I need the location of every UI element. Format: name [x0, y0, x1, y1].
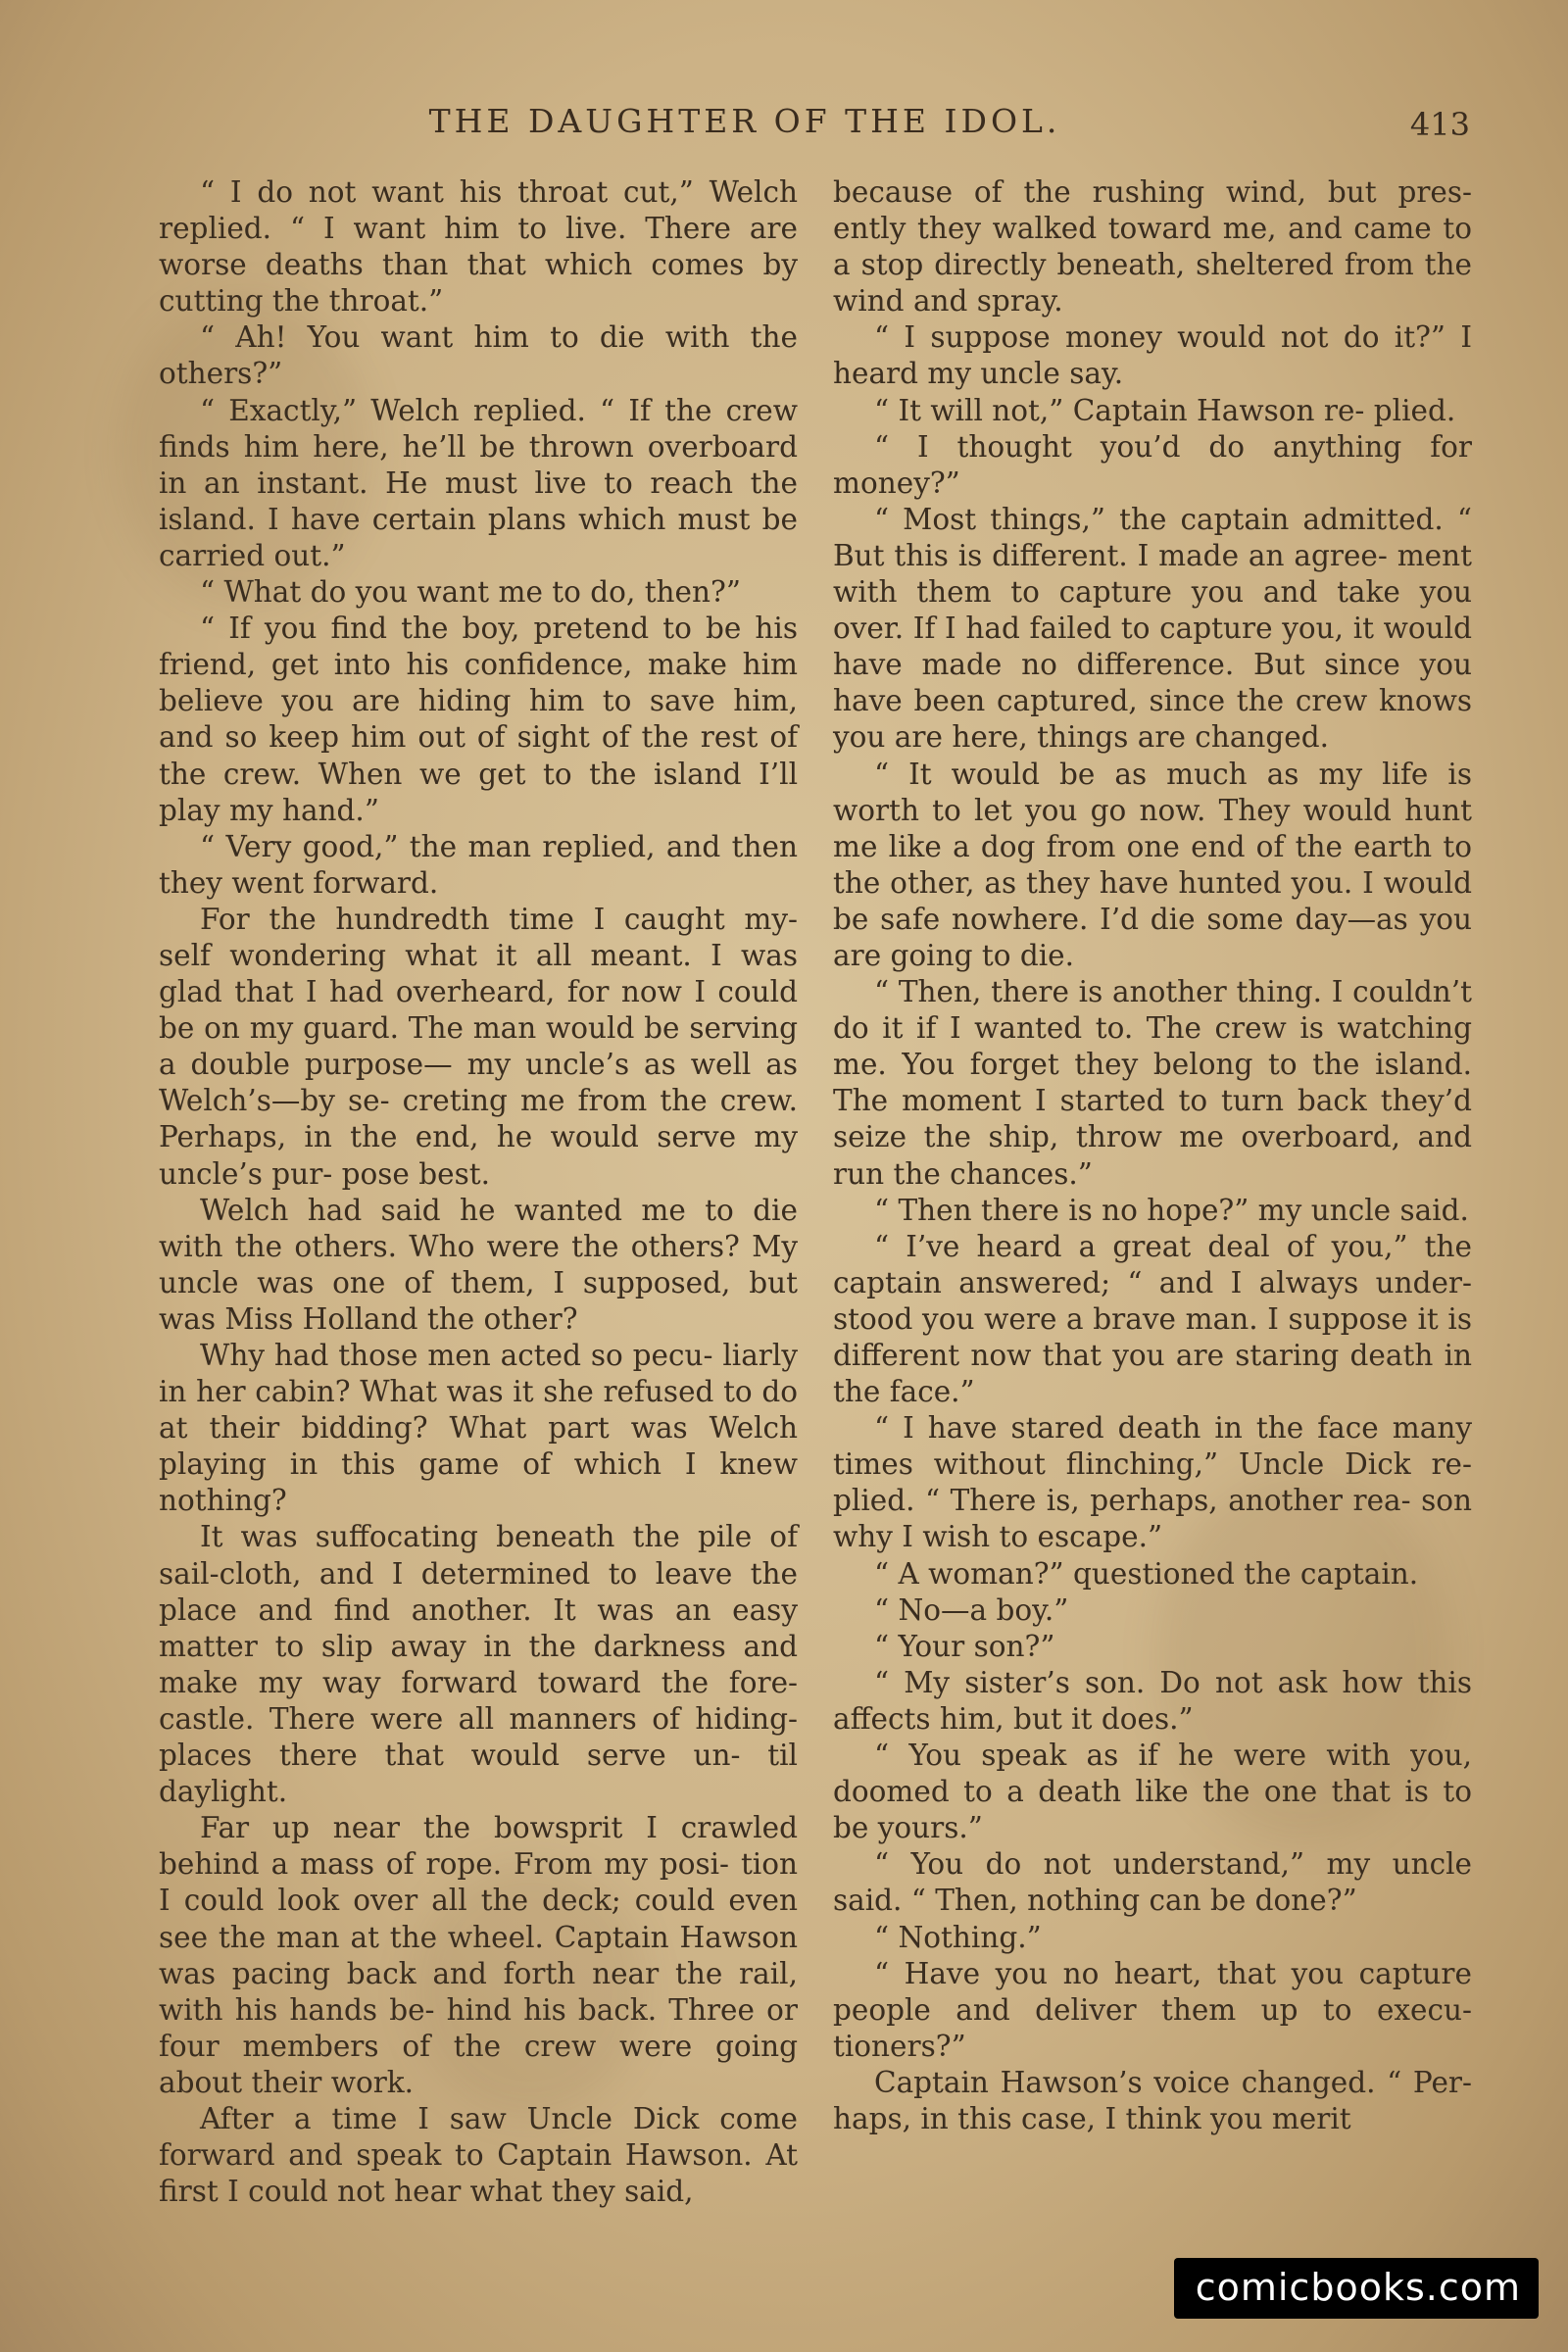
paragraph: “ Exactly,” Welch replied. “ If the crew finds him here, he’ll be thrown overboard in an instant. He must live to reach the island. I have certain plans which must be carried out.” — [159, 393, 798, 572]
paragraph: It was suffocating beneath the pile of sail-cloth, and I determined to leave the place and find another. It was an easy matter to slip away in the darkness and make my way forward toward the fore- castle. There were all manners of hiding-places there that would serve un- til daylight. — [159, 1520, 798, 1809]
paragraph: “ A woman?” questioned the captain. — [874, 1556, 1419, 1591]
paragraph: “ Most things,” the captain admitted. “ But this is different. I made an agree- ment with them to capture you and take you over. If I had failed to capture you, it would have made no difference. But since you have been captured, since the crew knows you are here, things are changed. — [833, 502, 1472, 755]
paragraph: “ Then, there is another thing. I couldn’t do it if I wanted to. The crew is watching me. You forget they belong to the island. The moment I started to turn back they’d seize the ship, throw me overboard, and run the chances.” — [833, 975, 1472, 1191]
paragraph: After a time I saw Uncle Dick come forward and speak to Captain Hawson. At first I could not hear what they said, — [159, 2101, 798, 2209]
paragraph: “ It would be as much as my life is worth to let you go now. They would hunt me like a dog from one end of the earth to the other, as they have hunted you. I would be safe nowhere. I’d die some day—as you are going to die. — [833, 757, 1472, 972]
paragraph: “ I’ve heard a great deal of you,” the captain answered; “ and I always under- stood you were a brave man. I suppose it is different now that you are staring death in the face.” — [833, 1229, 1472, 1409]
paragraph: “ No—a boy.” — [874, 1592, 1069, 1627]
paragraph: “ Have you no heart, that you capture people and deliver them up to execu- tioners?” — [833, 1956, 1472, 2063]
paragraph: “ I thought you’d do anything for money?” — [833, 429, 1472, 500]
paragraph: “ Your son?” — [874, 1629, 1055, 1663]
paragraph: “ You speak as if he were with you, doomed to a death like the one that is to be yours.” — [833, 1739, 1472, 1845]
running-title: THE DAUGHTER OF THE IDOL. — [428, 102, 1061, 140]
paragraph: Welch had said he wanted me to die with the others. Who were the others? My uncle was one of them, I supposed, but was Miss Holland the other? — [159, 1193, 798, 1336]
paragraph: “ I have stared death in the face many times without flinching,” Uncle Dick re- plied. “ There is, perhaps, another rea- son why I wish to escape.” — [833, 1411, 1472, 1554]
paragraph: “ It will not,” Captain Hawson re- plied. — [874, 393, 1456, 427]
paragraph: “ You do not understand,” my uncle said. “ Then, nothing can be done?” — [833, 1847, 1472, 1918]
paragraph: “ If you find the boy, pretend to be his friend, get into his confidence, make him believe you are hiding him to save him, and so keep him out of sight of the rest of the crew. When we get to the island I’ll play my hand.” — [159, 612, 798, 827]
paragraph: “ I suppose money would not do it?” I heard my uncle say. — [833, 320, 1472, 391]
paragraph: Far up near the bowsprit I crawled behind a mass of rope. From my posi- tion I could look over all the deck; could even see the man at the wheel. Captain Hawson was pacing back and forth near the rail, with his hands be- hind his back. Three or four members of the crew were going about their work. — [159, 1811, 798, 2099]
paragraph: “ My sister’s son. Do not ask how this affects him, but it does.” — [833, 1665, 1472, 1736]
paragraph: For the hundredth time I caught my- self wondering what it all meant. I was glad that I had overheard, for now I could be on my guard. The man would be serving a double purpose— my uncle’s as well as Welch’s—by se- creting me from the crew. Perhaps, in the end, he would serve my uncle’s pur- pose best. — [159, 902, 798, 1191]
paragraph: “ Ah! You want him to die with the others?” — [159, 320, 798, 391]
paragraph: because of the rushing wind, but pres- ently they walked toward me, and came to a stop directly beneath, sheltered from the wind and spray. — [833, 175, 1472, 318]
watermark-logo: comicbooks.com — [1174, 2258, 1539, 2319]
page-header — [157, 102, 1470, 153]
paragraph: Captain Hawson’s voice changed. “ Per- haps, in this case, I think you merit — [833, 2065, 1472, 2135]
text-column-right — [833, 174, 1472, 2137]
paragraph: “ Very good,” the man replied, and then they went forward. — [159, 829, 798, 900]
paragraph: “ Nothing.” — [874, 1920, 1042, 1954]
paragraph: “ I do not want his throat cut,” Welch replied. “ I want him to live. There are worse deaths than that which comes by cutting the throat.” — [159, 175, 798, 318]
paragraph: Why had those men acted so pecu- liarly in her cabin? What was it she refused to do at their bidding? What part was Welch playing in this game of which I knew nothing? — [159, 1339, 798, 1518]
paragraph: “ Then there is no hope?” my uncle said. — [874, 1193, 1469, 1227]
paragraph: “ What do you want me to do, then?” — [200, 575, 741, 610]
page-number: 413 — [1409, 106, 1470, 143]
text-column-left — [159, 174, 798, 2210]
